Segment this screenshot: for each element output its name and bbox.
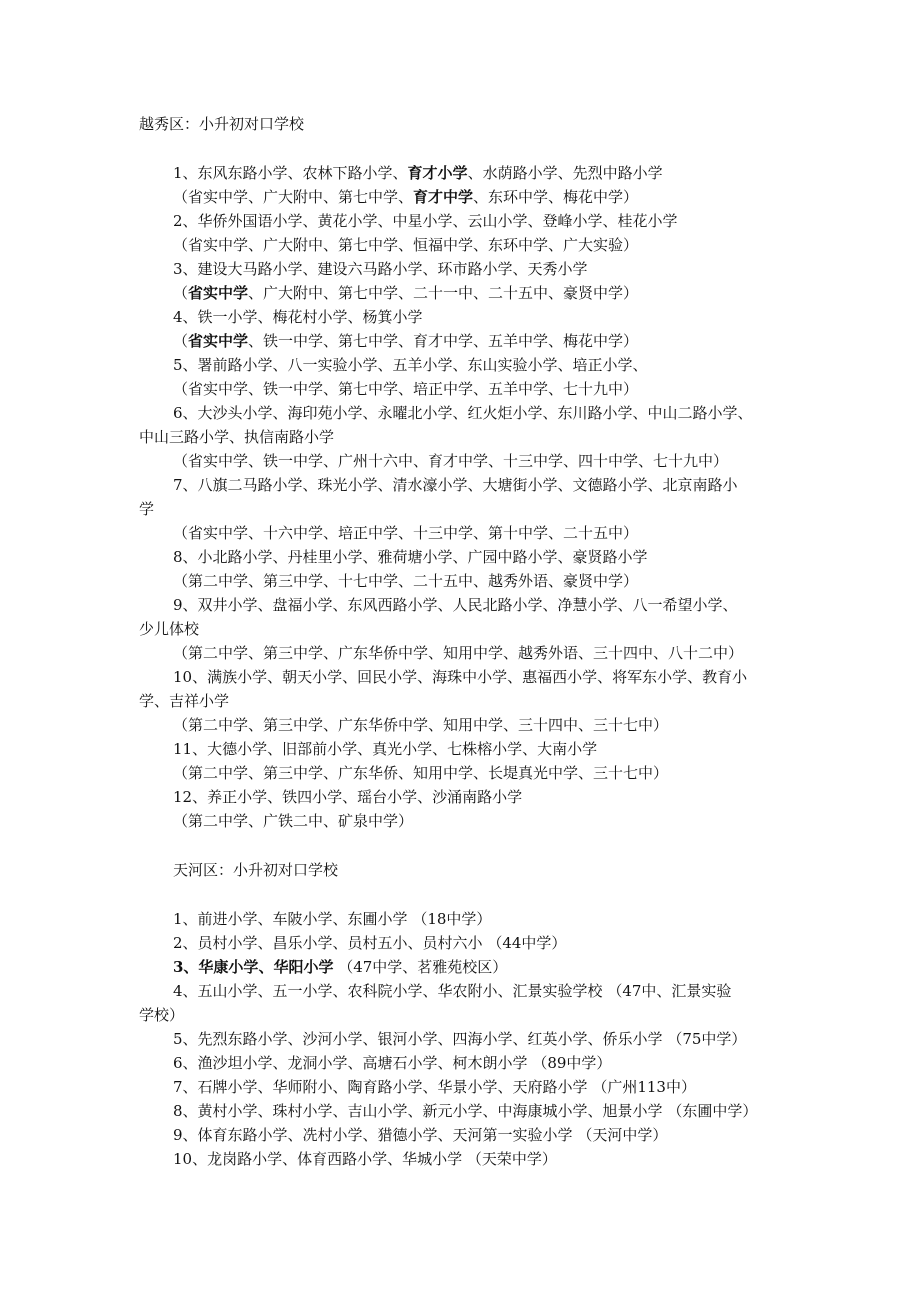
line-text: 4、五山小学、五一小学、农科院小学、华农附小、汇景实验学校 （47中、汇景实验 [173, 982, 732, 1000]
line-text: 8、小北路小学、丹桂里小学、雅荷塘小学、广园中路小学、豪贤路小学 [173, 548, 648, 566]
line-text: （ [173, 332, 189, 350]
line-text: （省实中学、铁一中学、第七中学、培正中学、五羊中学、七十九中） [173, 380, 639, 398]
line-text: 少儿体校 [139, 620, 200, 638]
line-text: 、水荫路小学、先烈中路小学 [467, 164, 663, 182]
yuexiu-text-line [139, 233, 789, 257]
yuexiu-text-line [139, 593, 789, 617]
yuexiu-text-line [139, 473, 789, 497]
yuexiu-text-line [139, 257, 789, 281]
tianhe-text-line [139, 955, 789, 979]
line-text: 5、先烈东路小学、沙河小学、银河小学、四海小学、红英小学、侨乐小学 （75中学） [173, 1030, 747, 1048]
yuexiu-text-line [139, 737, 789, 761]
line-text: 10、龙岗路小学、体育西路小学、华城小学 （天荣中学） [173, 1150, 557, 1168]
line-text: 学、吉祥小学 [139, 692, 230, 710]
line-text: 2、华侨外国语小学、黄花小学、中星小学、云山小学、登峰小学、桂花小学 [173, 212, 678, 230]
yuexiu-text-line [139, 785, 789, 809]
tianhe-section-title: 天河区：小升初对口学校 [173, 861, 339, 879]
yuexiu-text-line [139, 809, 789, 833]
line-text: 7、八旗二马路小学、珠光小学、清水濠小学、大塘街小学、文德路小学、北京南路小 [173, 476, 738, 494]
yuexiu-section-title: 越秀区：小升初对口学校 [139, 115, 305, 133]
line-text: 4、铁一小学、梅花村小学、杨箕小学 [173, 308, 423, 326]
line-text: 8、黄村小学、珠村小学、吉山小学、新元小学、中海康城小学、旭景小学 （东圃中学） [173, 1102, 758, 1120]
line-text: （第二中学、第三中学、广东华侨中学、知用中学、越秀外语、三十四中、八十二中） [173, 644, 744, 662]
tianhe-text-line [139, 1123, 789, 1147]
yuexiu-text-line [139, 761, 789, 785]
yuexiu-text-line [139, 665, 789, 689]
yuexiu-school-list [139, 161, 789, 833]
tianhe-text-line [139, 1051, 789, 1075]
line-text: 9、体育东路小学、冼村小学、猎德小学、天河第一实验小学 （天河中学） [173, 1126, 668, 1144]
line-text: （47中学、茗雅苑校区） [333, 958, 508, 976]
line-text: （省实中学、广大附中、第七中学、恒福中学、东环中学、广大实验） [173, 236, 639, 254]
line-text: 3、建设大马路小学、建设六马路小学、环市路小学、天秀小学 [173, 260, 588, 278]
line-text: 6、大沙头小学、海印苑小学、永曜北小学、红火炬小学、东川路小学、中山二路小学、 [173, 404, 753, 422]
yuexiu-text-line [139, 497, 789, 521]
tianhe-school-list [139, 907, 789, 1171]
line-text: （省实中学、铁一中学、广州十六中、育才中学、十三中学、四十中学、七十九中） [173, 452, 729, 470]
line-text: 中山三路小学、执信南路小学 [139, 428, 335, 446]
line-text: （第二中学、第三中学、广东华侨中学、知用中学、三十四中、三十七中） [173, 716, 669, 734]
line-text: （省实中学、广大附中、第七中学、 [173, 188, 414, 206]
line-text: （省实中学、十六中学、培正中学、十三中学、第十中学、二十五中） [173, 524, 639, 542]
line-text: 1、前进小学、车陂小学、东圃小学 （18中学） [173, 910, 492, 928]
line-text: 10、满族小学、朝天小学、回民小学、海珠中小学、惠福西小学、将军东小学、教育小 [173, 668, 748, 686]
bold-text: 育才中学 [413, 188, 474, 206]
line-text: （第二中学、广铁二中、矿泉中学） [173, 812, 414, 830]
yuexiu-text-line [139, 425, 789, 449]
bold-text: 省实中学 [188, 284, 249, 302]
yuexiu-text-line [139, 713, 789, 737]
yuexiu-text-line [139, 449, 789, 473]
tianhe-text-line [139, 1147, 789, 1171]
yuexiu-text-line [139, 401, 789, 425]
line-text: 12、养正小学、铁四小学、瑶台小学、沙涌南路小学 [173, 788, 523, 806]
line-text: 5、署前路小学、八一实验小学、五羊小学、东山实验小学、培正小学、 [173, 356, 648, 374]
line-text: 6、渔沙坦小学、龙洞小学、高塘石小学、柯木朗小学 （89中学） [173, 1054, 612, 1072]
line-text: 、广大附中、第七中学、二十一中、二十五中、豪贤中学） [248, 284, 639, 302]
line-text: （ [173, 284, 189, 302]
yuexiu-text-line [139, 209, 789, 233]
line-text: 、东环中学、梅花中学） [473, 188, 639, 206]
bold-text: 省实中学 [188, 332, 249, 350]
yuexiu-text-line [139, 305, 789, 329]
yuexiu-text-line [139, 161, 789, 185]
yuexiu-text-line [139, 281, 789, 305]
line-text: 学校） [139, 1006, 185, 1024]
yuexiu-text-line [139, 545, 789, 569]
yuexiu-text-line [139, 185, 789, 209]
line-text: 2、员村小学、昌乐小学、员村五小、员村六小 （44中学） [173, 934, 567, 952]
tianhe-text-line [139, 1003, 789, 1027]
bold-text: 3、华康小学、华阳小学 [173, 958, 334, 976]
line-text: 学 [139, 500, 155, 518]
line-text: 11、大德小学、旧部前小学、真光小学、七株榕小学、大南小学 [173, 740, 598, 758]
tianhe-text-line [139, 1099, 789, 1123]
line-text: （第二中学、第三中学、广东华侨、知用中学、长堤真光中学、三十七中） [173, 764, 669, 782]
line-text: （第二中学、第三中学、十七中学、二十五中、越秀外语、豪贤中学） [173, 572, 639, 590]
line-text: 9、双井小学、盘福小学、东风西路小学、人民北路小学、净慧小学、八一希望小学、 [173, 596, 738, 614]
line-text: 1、东风东路小学、农林下路小学、 [173, 164, 408, 182]
tianhe-text-line [139, 979, 789, 1003]
tianhe-text-line [139, 1075, 789, 1099]
tianhe-text-line [139, 1027, 789, 1051]
line-text: 7、石牌小学、华师附小、陶育路小学、华景小学、天府路小学 （广州113中） [173, 1078, 696, 1096]
line-text: 、铁一中学、第七中学、育才中学、五羊中学、梅花中学） [248, 332, 639, 350]
yuexiu-text-line [139, 377, 789, 401]
yuexiu-text-line [139, 521, 789, 545]
yuexiu-text-line [139, 569, 789, 593]
yuexiu-text-line [139, 353, 789, 377]
yuexiu-text-line [139, 641, 789, 665]
tianhe-text-line [139, 907, 789, 931]
bold-text: 育才小学 [407, 164, 468, 182]
yuexiu-text-line [139, 689, 789, 713]
tianhe-text-line [139, 931, 789, 955]
yuexiu-text-line [139, 329, 789, 353]
yuexiu-text-line [139, 617, 789, 641]
